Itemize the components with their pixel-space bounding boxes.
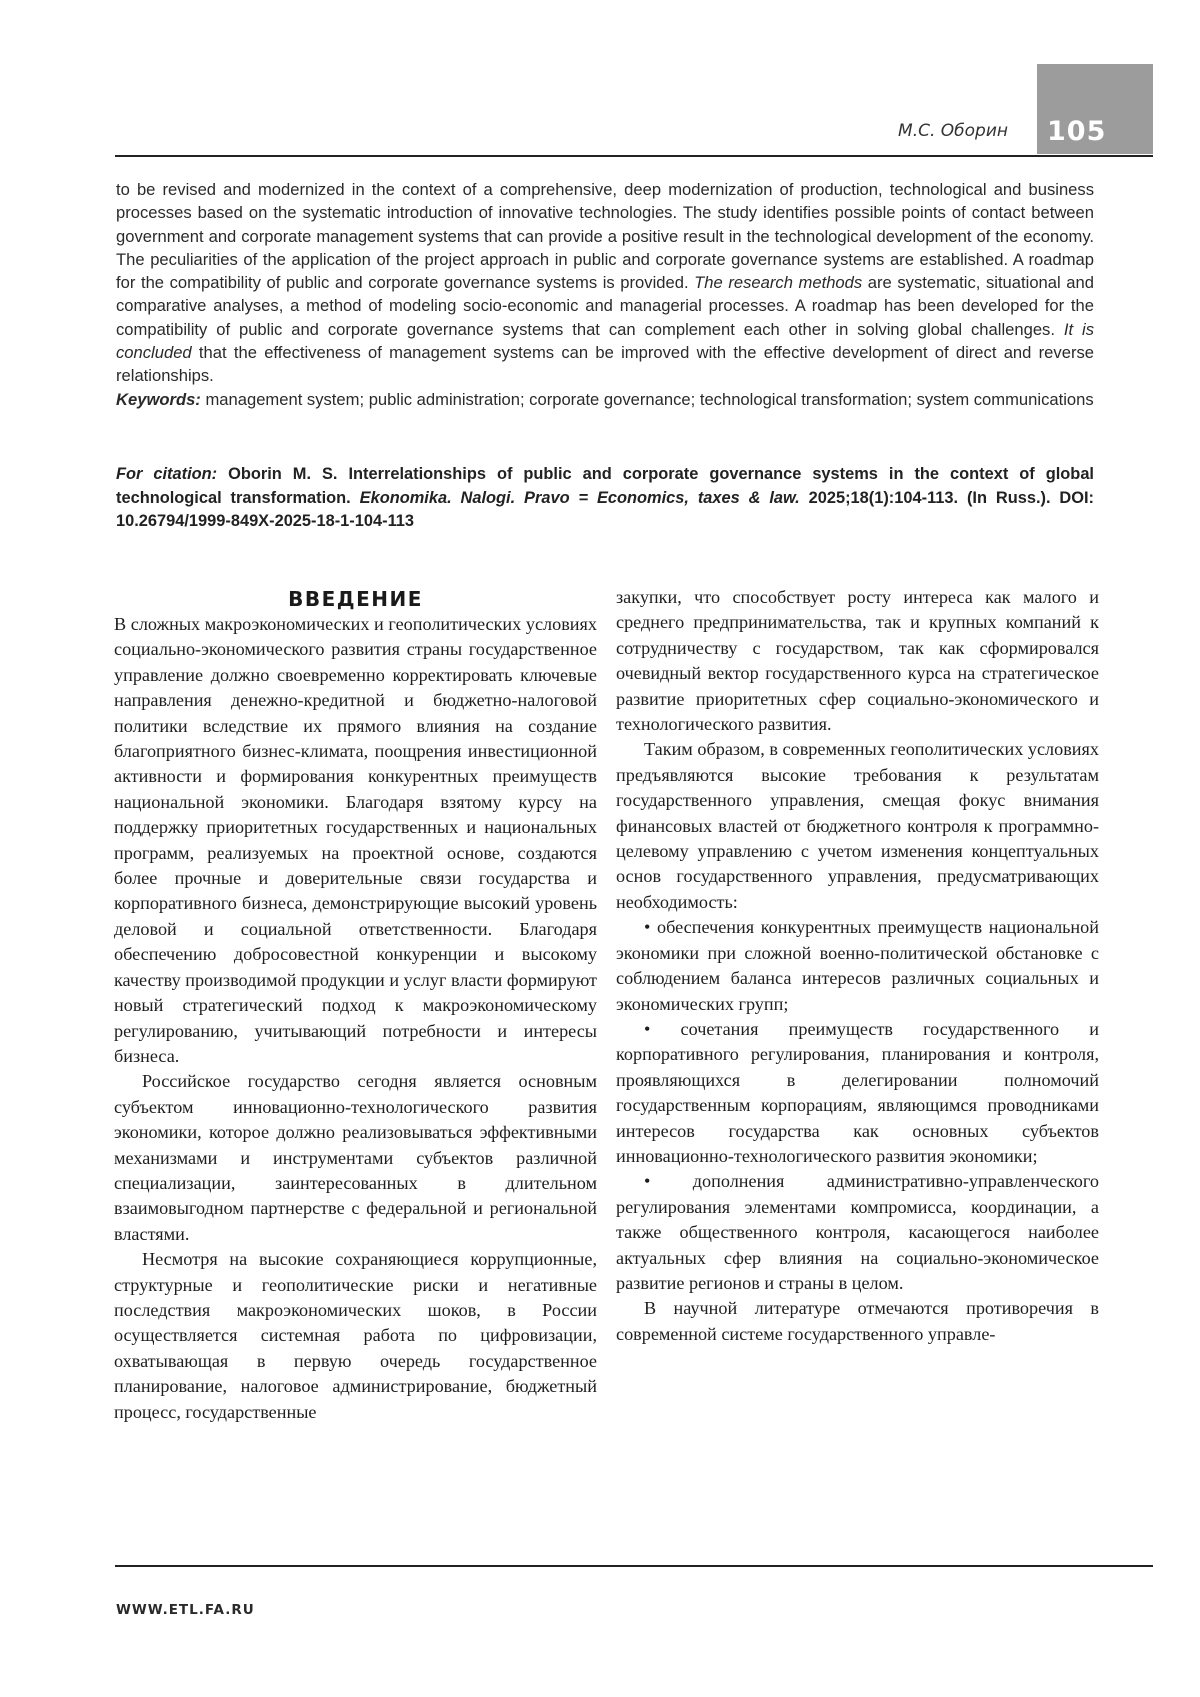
running-head-author: М.С. Оборин xyxy=(898,121,1008,141)
column-right xyxy=(616,585,1099,1347)
bullet-item: • обеспечения конкурентных преимуществ национальной экономики при сложной военно-политической обстановке с соблюдением баланса интересов различных социальных и экономических групп; xyxy=(616,917,1099,1014)
page-number: 105 xyxy=(1047,116,1107,147)
keywords-label: Keywords: xyxy=(116,389,201,409)
column-left xyxy=(114,588,597,1425)
keywords xyxy=(116,388,1094,411)
abstract-text-2: are systematic, situational and comparative analyses, a method of modeling socio-economic and managerial processes. A roadmap has been developed for the compatibility of public and corporate governance systems that can complement each other in solving global challenges. xyxy=(116,273,1094,339)
bullet-item: • дополнения административно-управленческого регулирования элементами компромисса, координации, а также общественного контроля, касающегося наиболее актуальных сфер влияния на социально-экономическое развитие регионов и страны в целом. xyxy=(616,1171,1099,1293)
bullet-item: • сочетания преимуществ государственного и корпоративного регулирования, планирования и контроля, проявляющихся в делегировании полномочий государственным корпорациям, являющимся проводниками интересов государства как основных субъектов инновационно-технологического развития экономики; xyxy=(616,1018,1099,1166)
abstract-methods-label: The research methods xyxy=(694,273,863,293)
abstract-body xyxy=(116,178,1094,388)
paragraph: Российское государство сегодня является основным субъектом инновационно-технологического развития экономики, которое должно реализовываться эффективными механизмами и инструментами субъектов различной специализации, заинтересованных в длительном взаимовыгодном партнерстве с федеральной и региональной властями. xyxy=(114,1071,597,1244)
abstract-text-1: to be revised and modernized in the context of a comprehensive, deep modernization of production, technological and business processes based on the systematic introduction of innovative technologies. The study identifies possible points of contact between government and corporate management systems that can provide a positive result in the technological development of the economy. The peculiarities of the application of the project approach in public and corporate governance systems are established. A roadmap for the compatibility of public and corporate governance systems is provided. xyxy=(116,180,1094,293)
footer-rule xyxy=(115,1565,1153,1567)
paragraph: В сложных макроэкономических и геополитических условиях социально-экономического развития страны государственное управление должно своевременно корректировать ключевые направления денежно-кредитной и бюджетно-налоговой политики вследствие их прямого влияния на создание благоприятного бизнес-климата, поощрения инвестиционной активности и формирования конкурентных преимуществ национальной экономики. Благодаря взятому курсу на поддержку приоритетных государственных и национальных программ, реализуемых на проектной основе, создаются более прочные и доверительные связи государства и корпоративного бизнеса, демонстрирующие высокий уровень деловой и социальной ответственности. Благодаря обеспечению добросовестной конкуренции и высокому качеству производимой продукции и услуг власти формируют новый стратегический подход к макроэкономическому регулированию, учитывающий потребности и интересы бизнеса. xyxy=(114,614,597,1066)
keywords-text: management system; public administration; corporate governance; technological transformation; system communications xyxy=(200,389,1094,409)
abstract xyxy=(116,178,1094,411)
footer-url: WWW.ETL.FA.RU xyxy=(116,1602,255,1618)
citation-text-1: Oborin M. S. Interrelationships of public and corporate governance systems in the context of global technological transformation. xyxy=(116,465,1094,507)
paragraph: В научной литературе отмечаются противоречия в современной системе государственного управле- xyxy=(616,1298,1099,1344)
paragraph: Несмотря на высокие сохраняющиеся коррупционные, структурные и геополитические риски и негативные последствия макроэкономических шоков, в России осуществляется системная работа по цифровизации, охватывающая в первую очередь государственное планирование, налоговое администрирование, бюджетный процесс, государственные xyxy=(114,1249,597,1422)
paragraph: Таким образом, в современных геополитических условиях предъявляются высокие требования к результатам государственного управления, смещая фокус внимания финансовых властей от бюджетного контроля к программно-целевому управлению с учетом изменения концептуальных основ государственного управления, предусматривающих необходимость: xyxy=(616,739,1099,912)
citation-journal: Ekonomika. Nalogi. Pravo = Economics, taxes & law. xyxy=(359,488,800,507)
abstract-conclusion-label: It is concluded xyxy=(116,319,1094,363)
citation-text-2: 2025;18(1):104-113. (In Russ.). DOI: 10.26794/1999-849X-2025-18-1-104-113 xyxy=(116,488,1094,530)
section-title: ВВЕДЕНИЕ xyxy=(288,587,423,611)
citation xyxy=(116,463,1094,534)
abstract-text-3: that the effectiveness of management systems can be improved with the effective development of direct and reverse relationships. xyxy=(116,343,1094,386)
citation-label: For citation: xyxy=(116,465,218,483)
header-rule xyxy=(115,155,1153,157)
paragraph: закупки, что способствует росту интереса как малого и среднего предпринимательства, так и крупных компаний к сотрудничеству с государством, так как сформировался очевидный вектор государственного курса на стратегическое развитие приоритетных сфер социально-экономического и технологического развития. xyxy=(616,587,1099,735)
